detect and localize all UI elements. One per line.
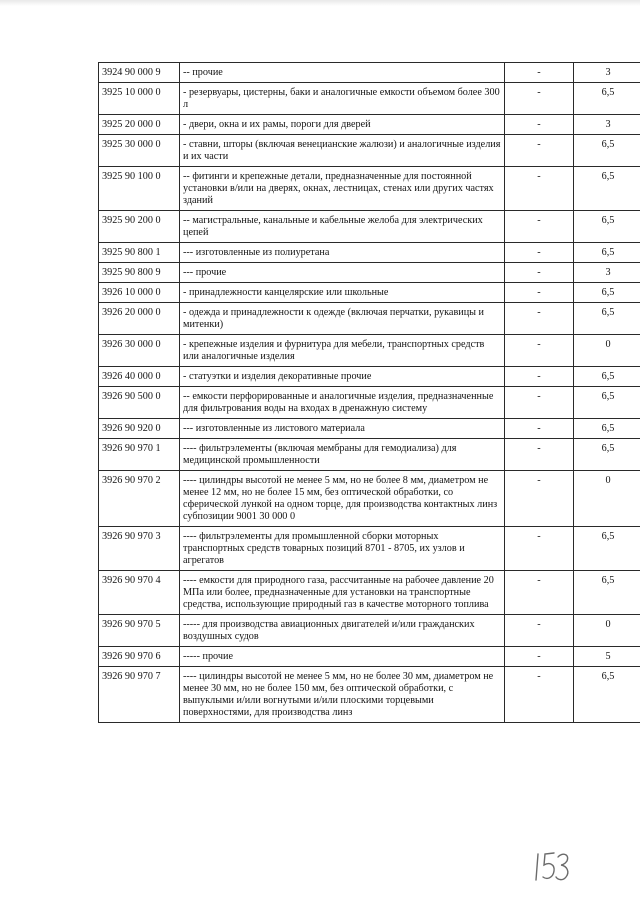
code-cell: 3925 20 000 0 — [99, 115, 180, 135]
description-cell: --- изготовленные из листового материала — [180, 419, 505, 439]
description-cell: -- магистральные, канальные и кабельные желоба для электрических цепей — [180, 211, 505, 243]
description-cell: - ставни, шторы (включая венецианские жалюзи) и аналогичные изделия и их части — [180, 135, 505, 167]
description-cell: - принадлежности канцелярские или школьные — [180, 283, 505, 303]
rate-cell: 6,5 — [574, 243, 640, 263]
rate-cell: 6,5 — [574, 283, 640, 303]
table-row — [99, 63, 640, 83]
mark-cell: - — [505, 527, 574, 571]
description-cell: -- прочие — [180, 63, 505, 83]
table-row — [99, 527, 640, 571]
code-cell: 3926 40 000 0 — [99, 367, 180, 387]
mark-cell: - — [505, 167, 574, 211]
table-row — [99, 167, 640, 211]
table-row — [99, 615, 640, 647]
description-cell: -- фитинги и крепежные детали, предназначенные для постоянной установки в/или на дверях, окнах, лестницах, стенах или других частях зданий — [180, 167, 505, 211]
description-cell: ----- для производства авиационных двигателей и/или гражданских воздушных судов — [180, 615, 505, 647]
mark-cell: - — [505, 571, 574, 615]
rate-cell: 6,5 — [574, 571, 640, 615]
table-row — [99, 439, 640, 471]
rate-cell: 6,5 — [574, 167, 640, 211]
mark-cell: - — [505, 471, 574, 527]
code-cell: 3926 90 500 0 — [99, 387, 180, 419]
table-row — [99, 335, 640, 367]
description-cell: - резервуары, цистерны, баки и аналогичные емкости объемом более 300 л — [180, 83, 505, 115]
mark-cell: - — [505, 419, 574, 439]
table-row — [99, 303, 640, 335]
table-row — [99, 419, 640, 439]
rate-cell: 6,5 — [574, 135, 640, 167]
description-cell: ---- цилиндры высотой не менее 5 мм, но не более 8 мм, диаметром не менее 12 мм, но не более 15 мм, без оптической обработки, со сферической лункой на одном торце, для производства контактных линз субпозиции 9001 30 000 0 — [180, 471, 505, 527]
table-row — [99, 243, 640, 263]
mark-cell: - — [505, 243, 574, 263]
rate-cell: 5 — [574, 647, 640, 667]
code-cell: 3925 30 000 0 — [99, 135, 180, 167]
rate-cell: 3 — [574, 63, 640, 83]
table-row — [99, 135, 640, 167]
mark-cell: - — [505, 83, 574, 115]
code-cell: 3926 90 970 7 — [99, 667, 180, 723]
mark-cell: - — [505, 283, 574, 303]
mark-cell: - — [505, 63, 574, 83]
tariff-table-body — [99, 63, 640, 723]
table-row — [99, 667, 640, 723]
description-cell: - одежда и принадлежности к одежде (включая перчатки, рукавицы и митенки) — [180, 303, 505, 335]
rate-cell: 3 — [574, 115, 640, 135]
description-cell: --- прочие — [180, 263, 505, 283]
mark-cell: - — [505, 667, 574, 723]
code-cell: 3926 90 920 0 — [99, 419, 180, 439]
rate-cell: 6,5 — [574, 419, 640, 439]
code-cell: 3925 10 000 0 — [99, 83, 180, 115]
table-row — [99, 83, 640, 115]
mark-cell: - — [505, 615, 574, 647]
rate-cell: 3 — [574, 263, 640, 283]
description-cell: - двери, окна и их рамы, пороги для дверей — [180, 115, 505, 135]
description-cell: ---- фильтрэлементы (включая мембраны для гемодиализа) для медицинской промышленности — [180, 439, 505, 471]
description-cell: - статуэтки и изделия декоративные прочие — [180, 367, 505, 387]
mark-cell: - — [505, 135, 574, 167]
rate-cell: 6,5 — [574, 303, 640, 335]
code-cell: 3926 90 970 1 — [99, 439, 180, 471]
rate-cell: 0 — [574, 615, 640, 647]
code-cell: 3926 90 970 3 — [99, 527, 180, 571]
description-cell: - крепежные изделия и фурнитура для мебели, транспортных средств или аналогичные изделия — [180, 335, 505, 367]
mark-cell: - — [505, 211, 574, 243]
description-cell: -- емкости перфорированные и аналогичные изделия, предназначенные для фильтрования воды на входах в дренажную систему — [180, 387, 505, 419]
code-cell: 3926 90 970 4 — [99, 571, 180, 615]
code-cell: 3924 90 000 9 — [99, 63, 180, 83]
code-cell: 3926 30 000 0 — [99, 335, 180, 367]
description-cell: ---- цилиндры высотой не менее 5 мм, но не более 30 мм, диаметром не менее 30 мм, но не более 150 мм, без оптической обработки, с выпуклыми и/или вогнутыми и/или плоскими торцевыми поверхностями, для производства линз — [180, 667, 505, 723]
code-cell: 3925 90 800 9 — [99, 263, 180, 283]
mark-cell: - — [505, 263, 574, 283]
table-row — [99, 471, 640, 527]
handwritten-page-number — [532, 848, 572, 884]
rate-cell: 6,5 — [574, 211, 640, 243]
code-cell: 3925 90 800 1 — [99, 243, 180, 263]
description-cell: ----- прочие — [180, 647, 505, 667]
rate-cell: 0 — [574, 335, 640, 367]
mark-cell: - — [505, 387, 574, 419]
rate-cell: 6,5 — [574, 527, 640, 571]
rate-cell: 6,5 — [574, 367, 640, 387]
description-cell: --- изготовленные из полиуретана — [180, 243, 505, 263]
description-cell: ---- фильтрэлементы для промышленной сборки моторных транспортных средств товарных позиций 8701 - 8705, их узлов и агрегатов — [180, 527, 505, 571]
table-row — [99, 211, 640, 243]
mark-cell: - — [505, 303, 574, 335]
table-row — [99, 367, 640, 387]
code-cell: 3926 10 000 0 — [99, 283, 180, 303]
table-row — [99, 571, 640, 615]
code-cell: 3926 90 970 5 — [99, 615, 180, 647]
mark-cell: - — [505, 439, 574, 471]
rate-cell: 6,5 — [574, 83, 640, 115]
rate-cell: 6,5 — [574, 439, 640, 471]
description-cell: ---- емкости для природного газа, рассчитанные на рабочее давление 20 МПа или более, предназначенные для установки на транспортные средства, использующие природный газ в качестве моторного топлива — [180, 571, 505, 615]
scan-edge — [0, 0, 640, 6]
code-cell: 3925 90 200 0 — [99, 211, 180, 243]
table-row — [99, 647, 640, 667]
table-row — [99, 263, 640, 283]
code-cell: 3925 90 100 0 — [99, 167, 180, 211]
mark-cell: - — [505, 367, 574, 387]
rate-cell: 6,5 — [574, 387, 640, 419]
tariff-table — [98, 62, 640, 723]
table-row — [99, 387, 640, 419]
rate-cell: 6,5 — [574, 667, 640, 723]
code-cell: 3926 90 970 2 — [99, 471, 180, 527]
mark-cell: - — [505, 647, 574, 667]
mark-cell: - — [505, 115, 574, 135]
code-cell: 3926 20 000 0 — [99, 303, 180, 335]
code-cell: 3926 90 970 6 — [99, 647, 180, 667]
table-row — [99, 283, 640, 303]
mark-cell: - — [505, 335, 574, 367]
rate-cell: 0 — [574, 471, 640, 527]
table-row — [99, 115, 640, 135]
